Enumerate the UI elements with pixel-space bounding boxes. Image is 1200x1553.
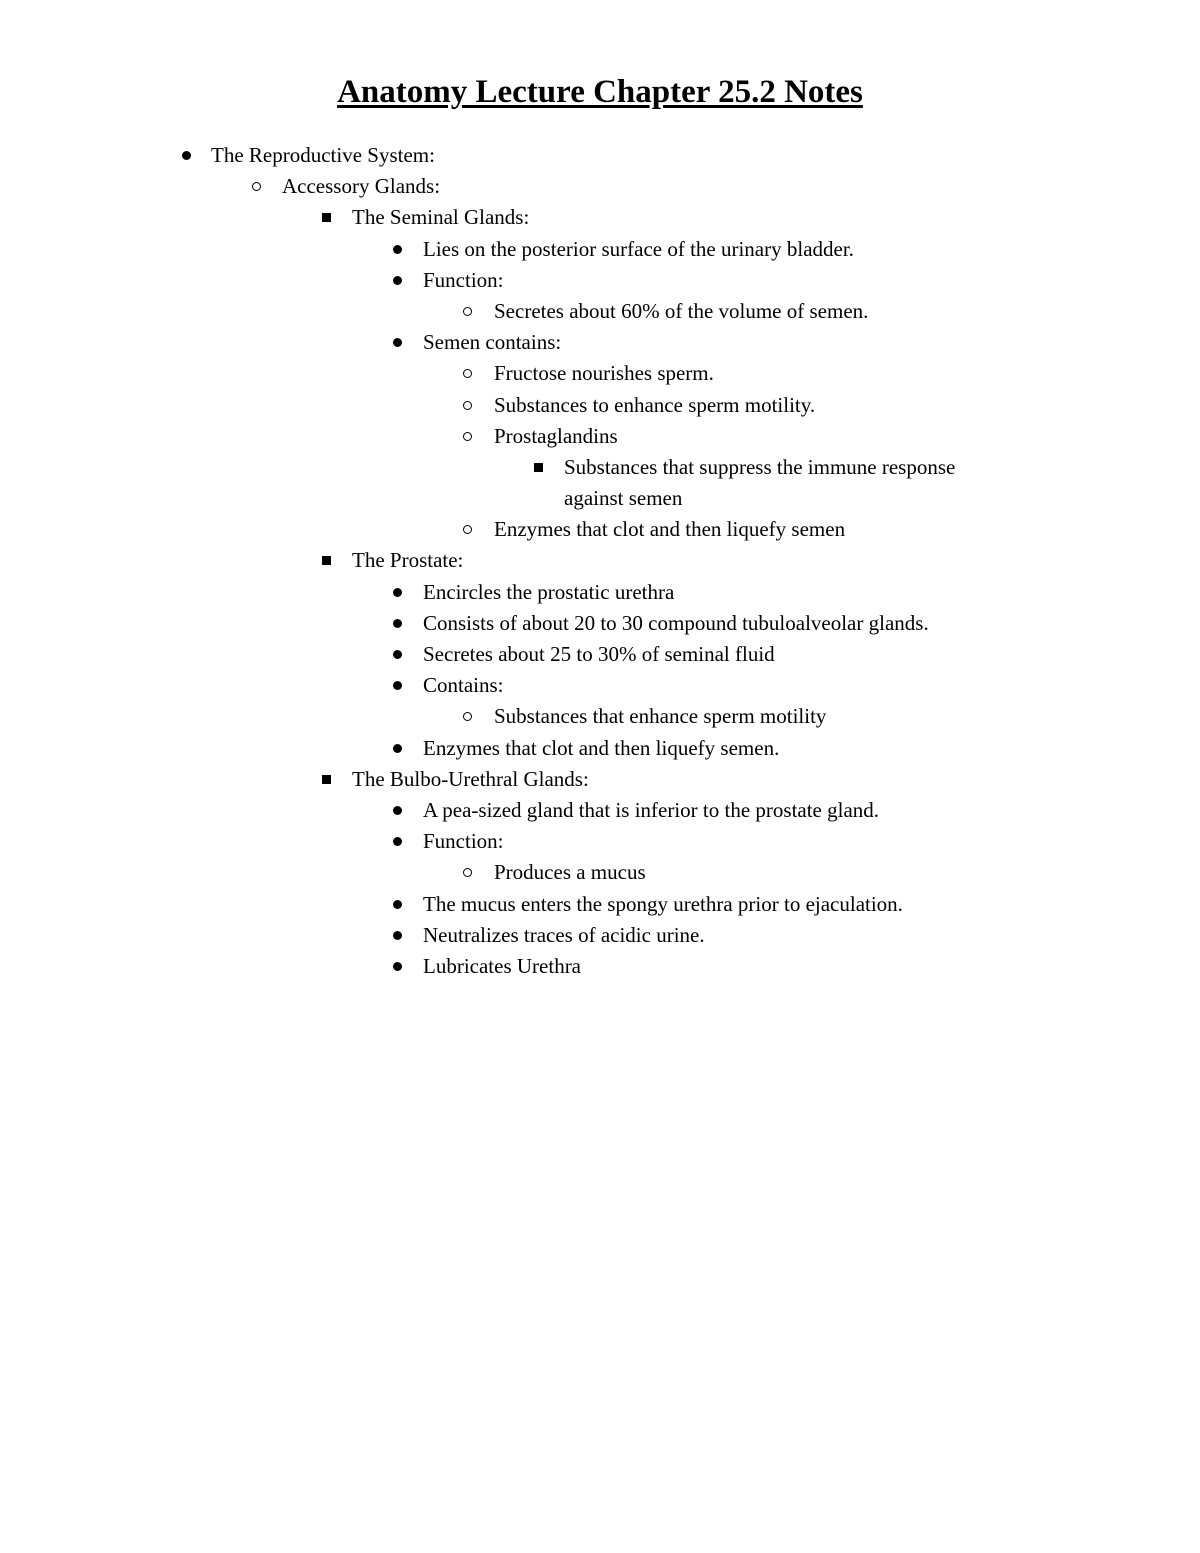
list-item-text: Substances that suppress the immune response against semen bbox=[564, 454, 956, 511]
list-item-text: The Seminal Glands: bbox=[352, 205, 530, 230]
list-item bbox=[0, 140, 1200, 171]
list-item bbox=[0, 265, 1200, 296]
circle-bullet-icon bbox=[457, 421, 477, 441]
disc-bullet-icon bbox=[387, 327, 407, 347]
disc-bullet-icon bbox=[387, 608, 407, 628]
disc-bullet-icon bbox=[387, 795, 407, 815]
circle-bullet-icon bbox=[457, 296, 477, 316]
list-item-text: Lies on the posterior surface of the urinary bladder. bbox=[423, 236, 854, 261]
square-bullet-icon bbox=[316, 764, 336, 784]
circle-bullet-icon bbox=[457, 390, 477, 410]
page-title: Anatomy Lecture Chapter 25.2 Notes bbox=[337, 74, 863, 110]
list-item bbox=[0, 234, 1200, 265]
disc-bullet-icon bbox=[387, 265, 407, 285]
circle-bullet-icon bbox=[457, 701, 477, 721]
list-item-text: Function: bbox=[423, 829, 504, 854]
list-item bbox=[0, 795, 1200, 826]
list-item-text: A pea-sized gland that is inferior to the prostate gland. bbox=[423, 797, 880, 822]
square-bullet-icon bbox=[316, 545, 336, 565]
list-item bbox=[0, 764, 1200, 795]
list-item-text: Fructose nourishes sperm. bbox=[494, 361, 714, 386]
list-item bbox=[0, 296, 1200, 327]
circle-bullet-icon bbox=[457, 514, 477, 534]
list-item-text: Semen contains: bbox=[423, 330, 562, 355]
disc-bullet-icon bbox=[387, 234, 407, 254]
list-item-text: Substances to enhance sperm motility. bbox=[494, 392, 816, 417]
list-item-text: Secretes about 60% of the volume of semen. bbox=[494, 298, 869, 323]
list-item-text: Function: bbox=[423, 267, 504, 292]
list-item bbox=[0, 889, 1200, 920]
disc-bullet-icon bbox=[387, 951, 407, 971]
list-item bbox=[0, 857, 1200, 888]
list-item bbox=[0, 390, 1200, 421]
list-item-text: Substances that enhance sperm motility bbox=[494, 704, 827, 729]
list-item-text: Accessory Glands: bbox=[282, 174, 441, 199]
list-item bbox=[0, 670, 1200, 701]
circle-bullet-icon bbox=[457, 358, 477, 378]
list-item-text: Secretes about 25 to 30% of seminal fluid bbox=[423, 642, 775, 667]
disc-bullet-icon bbox=[387, 920, 407, 940]
list-item-text: The Bulbo-Urethral Glands: bbox=[352, 766, 589, 791]
list-item bbox=[0, 733, 1200, 764]
list-item bbox=[0, 608, 1200, 639]
list-item bbox=[0, 577, 1200, 608]
list-item-text: Enzymes that clot and then liquefy semen bbox=[494, 517, 846, 542]
disc-bullet-icon bbox=[387, 639, 407, 659]
list-item-text: The Prostate: bbox=[352, 548, 464, 573]
list-item-text: Contains: bbox=[423, 673, 504, 698]
list-item bbox=[0, 951, 1200, 982]
list-item bbox=[0, 920, 1200, 951]
list-item bbox=[0, 514, 1200, 545]
list-item-text: Lubricates Urethra bbox=[423, 953, 582, 978]
list-item bbox=[0, 826, 1200, 857]
list-item bbox=[0, 171, 1200, 202]
notes-outline bbox=[0, 140, 1200, 982]
list-item bbox=[0, 327, 1200, 358]
list-item bbox=[0, 545, 1200, 576]
disc-bullet-icon bbox=[387, 733, 407, 753]
list-item bbox=[0, 202, 1200, 233]
list-item bbox=[0, 701, 1200, 732]
circle-bullet-icon bbox=[457, 857, 477, 877]
list-item-text: The mucus enters the spongy urethra prior to ejaculation. bbox=[423, 891, 903, 916]
square-bullet-icon bbox=[316, 202, 336, 222]
list-item-text: Encircles the prostatic urethra bbox=[423, 579, 675, 604]
circle-bullet-icon bbox=[246, 171, 266, 191]
list-item-text: Produces a mucus bbox=[494, 860, 646, 885]
list-item-text: Enzymes that clot and then liquefy semen. bbox=[423, 735, 780, 760]
disc-bullet-icon bbox=[176, 140, 196, 160]
disc-bullet-icon bbox=[387, 889, 407, 909]
disc-bullet-icon bbox=[387, 826, 407, 846]
list-item bbox=[0, 639, 1200, 670]
list-item-text: Neutralizes traces of acidic urine. bbox=[423, 922, 705, 947]
list-item bbox=[0, 452, 1200, 514]
disc-bullet-icon bbox=[387, 670, 407, 690]
list-item-text: The Reproductive System: bbox=[211, 143, 435, 167]
square-bullet-icon bbox=[528, 452, 548, 472]
disc-bullet-icon bbox=[387, 577, 407, 597]
list-item-text: Consists of about 20 to 30 compound tubuloalveolar glands. bbox=[423, 610, 929, 635]
list-item bbox=[0, 358, 1200, 389]
list-item bbox=[0, 421, 1200, 452]
list-item-text: Prostaglandins bbox=[494, 423, 618, 448]
